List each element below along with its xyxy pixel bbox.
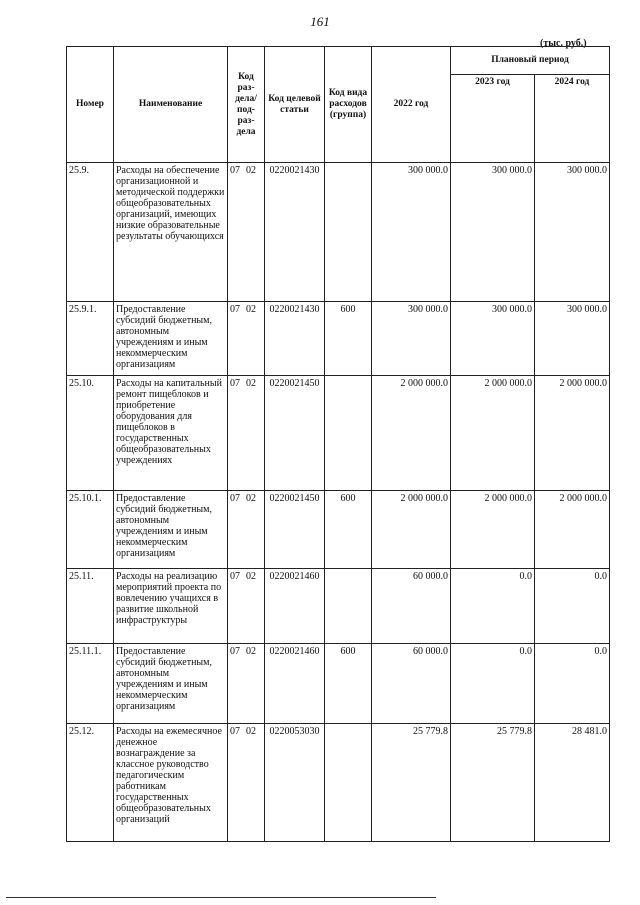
row-2024-value: 2 000 000.0 [535,491,610,569]
row-2024-value: 0.0 [535,644,610,724]
row-number: 25.10.1. [67,491,114,569]
table-row [67,302,610,376]
header-section: Код раз-дела/ под-раз-дела [228,47,265,163]
row-2023-value: 2 000 000.0 [451,491,535,569]
header-2023: 2023 год [451,75,535,163]
row-subsection: 02 [246,165,256,176]
table-row [67,569,610,644]
budget-table [66,46,610,842]
row-expense-code [325,724,372,842]
row-section: 07 [230,304,240,315]
table-row [67,163,610,302]
row-section-code [228,644,265,724]
row-number: 25.12. [67,724,114,842]
table-row [67,491,610,569]
bottom-rule [6,897,436,898]
row-2022-value: 300 000.0 [372,163,451,302]
header-target: Код целевой статьи [265,47,325,163]
row-target-code: 0220021430 [265,163,325,302]
row-2023-value: 0.0 [451,644,535,724]
row-subsection: 02 [246,493,256,504]
row-expense-code: 600 [325,491,372,569]
row-section-code [228,302,265,376]
row-number: 25.10. [67,376,114,491]
row-2022-value: 2 000 000.0 [372,491,451,569]
row-subsection: 02 [246,304,256,315]
row-target-code: 0220021450 [265,376,325,491]
row-name: Расходы на капитальный ремонт пищеблоков и приобретение оборудования для пищеблоков в государственных общеобразовательных учреждениях [114,376,228,491]
row-subsection: 02 [246,646,256,657]
row-2023-value: 2 000 000.0 [451,376,535,491]
table-row [67,724,610,842]
row-name: Предоставление субсидий бюджетным, автономным учреждениям и иным некоммерческим организациям [114,302,228,376]
row-section: 07 [230,493,240,504]
units-label: (тыс. руб.) [540,38,587,49]
row-2023-value: 300 000.0 [451,302,535,376]
row-section-code [228,491,265,569]
row-name: Предоставление субсидий бюджетным, автономным учреждениям и иным некоммерческим организациям [114,644,228,724]
header-2022: 2022 год [372,47,451,163]
row-section-code [228,569,265,644]
row-name: Расходы на ежемесячное денежное вознаграждение за классное руководство педагогическим работникам государственных общеобразовательных организаций [114,724,228,842]
row-target-code: 0220053030 [265,724,325,842]
row-section: 07 [230,646,240,657]
row-expense-code [325,376,372,491]
row-section: 07 [230,571,240,582]
row-name: Расходы на реализацию мероприятий проекта по вовлечению учащихся в развитие школьной инфраструктуры [114,569,228,644]
row-section: 07 [230,378,240,389]
row-number: 25.11.1. [67,644,114,724]
row-2022-value: 300 000.0 [372,302,451,376]
header-name: Наименование [114,47,228,163]
row-expense-code [325,163,372,302]
table-row [67,644,610,724]
row-target-code: 0220021430 [265,302,325,376]
row-2022-value: 2 000 000.0 [372,376,451,491]
row-2022-value: 60 000.0 [372,569,451,644]
row-section: 07 [230,165,240,176]
row-number: 25.9.1. [67,302,114,376]
row-section-code [228,724,265,842]
row-expense-code: 600 [325,302,372,376]
header-2024: 2024 год [535,75,610,163]
row-target-code: 0220021450 [265,491,325,569]
row-2024-value: 0.0 [535,569,610,644]
row-name: Предоставление субсидий бюджетным, автономным учреждениям и иным некоммерческим организациям [114,491,228,569]
table-row [67,376,610,491]
page-number: 161 [310,14,330,29]
row-section-code [228,163,265,302]
row-expense-code [325,569,372,644]
row-2024-value: 300 000.0 [535,302,610,376]
row-subsection: 02 [246,726,256,737]
row-target-code: 0220021460 [265,569,325,644]
row-2024-value: 300 000.0 [535,163,610,302]
row-subsection: 02 [246,571,256,582]
row-expense-code: 600 [325,644,372,724]
row-2023-value: 0.0 [451,569,535,644]
row-section: 07 [230,726,240,737]
row-2024-value: 28 481.0 [535,724,610,842]
row-target-code: 0220021460 [265,644,325,724]
row-number: 25.11. [67,569,114,644]
row-section-code [228,376,265,491]
header-planned: Плановый период [451,47,610,75]
row-2022-value: 25 779.8 [372,724,451,842]
row-name: Расходы на обеспечение организационной и методической поддержки общеобразовательных организаций, имеющих низкие образовательные результаты обучающихся [114,163,228,302]
row-2023-value: 300 000.0 [451,163,535,302]
row-2022-value: 60 000.0 [372,644,451,724]
row-2024-value: 2 000 000.0 [535,376,610,491]
header-expense: Код вида расходов (группа) [325,47,372,163]
row-number: 25.9. [67,163,114,302]
row-2023-value: 25 779.8 [451,724,535,842]
header-number: Номер [67,47,114,163]
row-subsection: 02 [246,378,256,389]
